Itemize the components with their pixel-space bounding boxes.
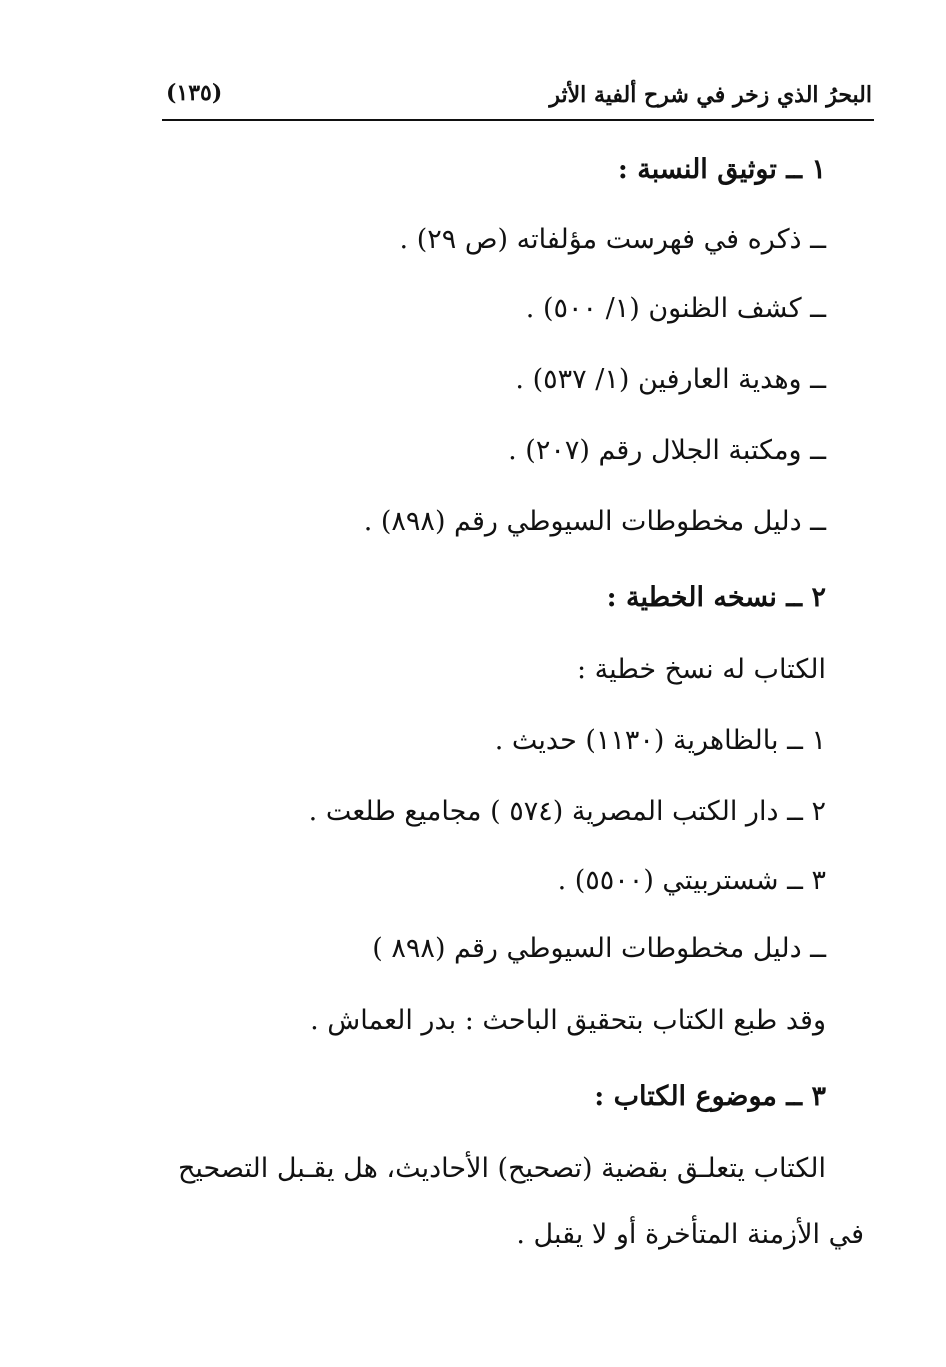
subject-paragraph bbox=[150, 1136, 864, 1268]
list-item: ــ دليل مخطوطات السيوطي رقم (٨٩٨ ) bbox=[372, 933, 826, 964]
paragraph-line: في الأزمنة المتأخرة أو لا يقبل . bbox=[516, 1219, 864, 1250]
list-item: ــ كشف الظنون (١/ ٥٠٠) . bbox=[525, 293, 826, 324]
section-heading-attribution: ١ ــ توثيق النسبة : bbox=[617, 154, 826, 185]
manuscripts-intro: الكتاب له نسخ خطية : bbox=[576, 654, 826, 685]
list-item: ٢ ــ دار الكتب المصرية (٥٧٤ ) مجاميع طلعت . bbox=[308, 796, 826, 827]
list-item: ــ ذكره في فهرست مؤلفاته (ص ٢٩) . bbox=[399, 224, 826, 255]
list-item: ــ ومكتبة الجلال رقم (٢٠٧) . bbox=[508, 435, 826, 466]
list-item: ١ ــ بالظاهرية (١١٣٠) حديث . bbox=[494, 725, 826, 756]
list-item: ــ وهدية العارفين (١/ ٥٣٧) . bbox=[515, 364, 826, 395]
paragraph-line: الكتاب يتعلـق بقضية (تصحيح) الأحاديث، هل يقـبل التصحيح bbox=[177, 1153, 826, 1184]
list-item: ٣ ــ شستربيتي (٥٥٠٠) . bbox=[557, 865, 826, 896]
section-heading-subject: ٣ ــ موضوع الكتاب : bbox=[594, 1081, 826, 1112]
running-header-title: البحرُ الذي زخر في شرح ألفية الأثر bbox=[549, 82, 872, 108]
list-item: ــ دليل مخطوطات السيوطي رقم (٨٩٨) . bbox=[363, 506, 826, 537]
header-rule bbox=[162, 119, 874, 121]
page-number: (١٣٥) bbox=[166, 80, 223, 106]
section-heading-manuscripts: ٢ ــ نسخه الخطية : bbox=[606, 582, 826, 613]
edition-note: وقد طبع الكتاب بتحقيق الباحث : بدر العماش . bbox=[310, 1005, 826, 1036]
